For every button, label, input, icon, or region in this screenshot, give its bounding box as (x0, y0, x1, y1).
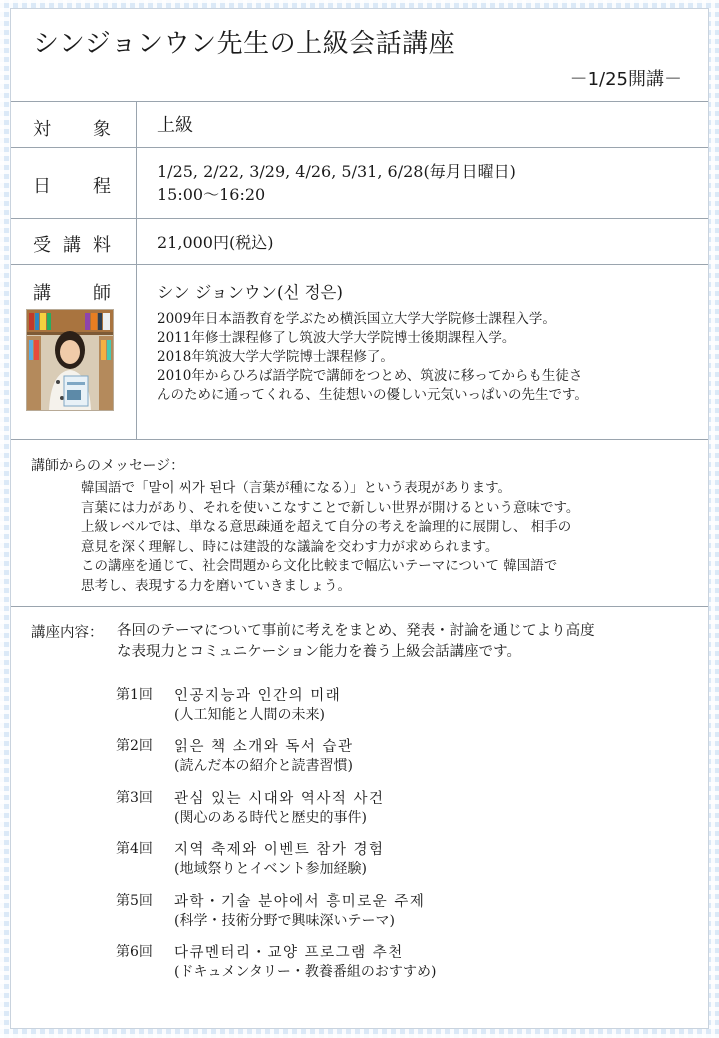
page-title: シンジョンウン先生の上級会話講座 (33, 29, 456, 59)
message-line: 上級レベルでは、単なる意思疎通を超えて自分の考えを論理的に展開し、 相手の (81, 519, 572, 535)
message-line: 意見を深く理解し、時には建設的な議論を交わす力が求められます。 (81, 538, 499, 555)
fee-value: 21,000円(税込) (157, 233, 274, 252)
message-line: 思考し、表現する力を磨いていきましょう。 (81, 577, 351, 594)
course-heading: 講座内容： (31, 625, 104, 641)
session-topic-japanese: (ドキュメンタリー・教養番組のおすすめ) (174, 963, 437, 980)
session-topic-korean: 관심 있는 시대와 역사적 사건 (174, 790, 385, 807)
session-number: 第4回 (116, 841, 153, 858)
message-body (81, 479, 579, 596)
session-topic-korean: 다큐멘터리・교양 프로그램 추천 (174, 944, 404, 961)
target-value: 上級 (157, 115, 193, 136)
schedule-dates: 1/25, 2/22, 3/29, 4/26, 5/31, 6/28(毎月日曜日) (157, 162, 516, 181)
table-top-border (11, 101, 708, 102)
message-line: この講座を通じて、社会問題から文化比較まで幅広いテーマについて 韓国語で (81, 558, 558, 574)
course-line: 各回のテーマについて事前に考えをまとめ、発表・討論を通じてより高度 (117, 623, 595, 639)
target-label: 対 象 (33, 119, 111, 140)
bio-line: 2018年筑波大学大学院博士課程修了。 (157, 349, 394, 365)
session-number: 第5回 (116, 892, 153, 909)
bio-line: んのために通ってくれる、生徒想いの優しい元気いっぱいの先生です。 (157, 387, 588, 403)
start-date-subtitle: －1/25開講－ (569, 69, 682, 90)
instructor-bio (157, 310, 588, 405)
message-line: 韓国語で「말이 씨가 된다（言葉が種になる）」という表現があります。 (81, 480, 511, 496)
course-description (117, 621, 595, 663)
message-heading: 講師からのメッセージ： (31, 458, 185, 474)
session-topic-japanese: (地域祭りとイベント参加経験) (174, 861, 367, 878)
fee-label: 受 講 料 (33, 235, 111, 256)
session-number: 第3回 (116, 789, 153, 806)
session-topic-korean: 과학・기술 분야에서 흥미로운 주제 (174, 893, 426, 910)
instructor-label: 講 師 (33, 283, 111, 304)
section-divider (11, 606, 708, 607)
schedule-time: 15:00～16:20 (157, 185, 266, 204)
session-topic-japanese: (読んだ本の紹介と読書習慣) (174, 758, 353, 775)
session-number: 第1回 (116, 687, 153, 703)
session-topic-korean: 지역 축제와 이벤트 참가 경험 (174, 842, 385, 859)
message-line: 言葉には力があり、それを使いこなすことで新しい世界が開けるという意味です。 (81, 499, 580, 516)
session-topic-japanese: (科学・技術分野で興味深いテーマ) (174, 912, 395, 929)
session-topic-japanese: (人工知能と人間の未来) (174, 707, 325, 723)
bio-line: 2010年からひろば語学院で講師をつとめ、筑波に移ってからも生徒さ (157, 368, 583, 384)
session-number: 第6回 (116, 943, 153, 960)
flyer-sheet (10, 8, 709, 1029)
row-divider (11, 218, 708, 219)
session-topic-japanese: (関心のある時代と歴史的事件) (174, 809, 367, 826)
label-column-divider (136, 101, 137, 439)
row-divider (11, 439, 708, 440)
session-number: 第2回 (116, 738, 153, 755)
session-topic-korean: 인공지능과 인간의 미래 (174, 688, 342, 704)
bio-line: 2011年修士課程修了し筑波大学大学院博士後期課程入学。 (157, 330, 516, 346)
session-topic-korean: 읽은 책 소개와 독서 습관 (174, 739, 354, 756)
row-divider (11, 147, 708, 148)
instructor-photo (26, 309, 114, 411)
row-divider (11, 264, 708, 265)
schedule-label: 日 程 (33, 176, 111, 197)
bio-line: 2009年日本語教育を学ぶため横浜国立大学大学院修士課程入学。 (157, 311, 556, 327)
instructor-photo-image (27, 310, 113, 410)
instructor-name: シン ジョンウン(신 정은) (157, 283, 343, 302)
course-line: な表現力とコミュニケーション能力を養う上級会話講座です。 (117, 644, 521, 660)
